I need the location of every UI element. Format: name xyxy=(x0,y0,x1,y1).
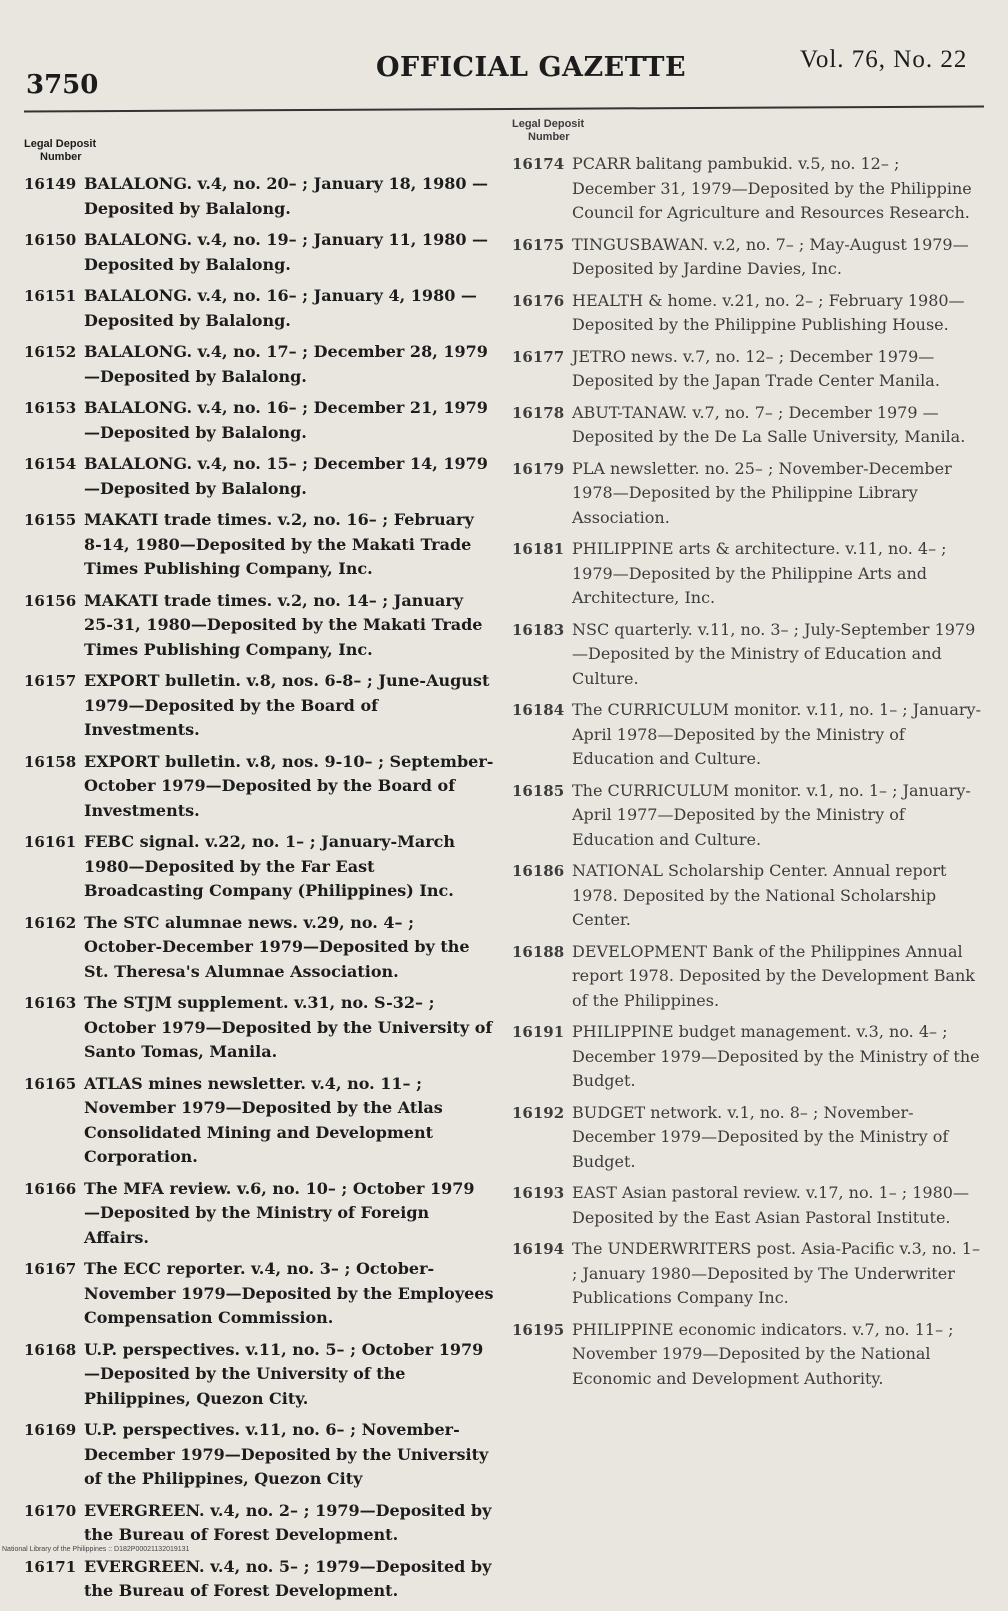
deposit-entry xyxy=(512,1181,982,1230)
volume-issue: Vol. 76, No. 22 xyxy=(800,46,968,73)
deposit-number: 16165 xyxy=(24,1074,77,1093)
deposit-entry xyxy=(512,289,982,338)
deposit-description: The STJM supplement. v.31, no. S-32– ; October 1979—Deposited by the University of Santo Tomas, Manila. xyxy=(84,993,493,1061)
deposit-description: EVERGREEN. v.4, no. 5– ; 1979—Deposited by the Bureau of Forest Development. xyxy=(84,1556,492,1600)
deposit-number: 16185 xyxy=(512,781,565,800)
deposit-number: 16188 xyxy=(512,942,565,961)
column-header xyxy=(24,138,494,164)
deposit-description: The MFA review. v.6, no. 10– ; October 1979 —Deposited by the Ministry of Foreign Affairs. xyxy=(84,1178,475,1247)
deposit-entry xyxy=(512,940,982,1014)
deposit-number: 16162 xyxy=(24,913,77,932)
deposit-entry xyxy=(512,859,982,933)
deposit-description: NSC quarterly. v.11, no. 3– ; July-September 1979—Deposited by the Ministry of Education and Culture. xyxy=(572,619,976,688)
deposit-number: 16195 xyxy=(512,1320,565,1339)
deposit-entry xyxy=(512,345,982,394)
deposit-number: 16192 xyxy=(512,1103,565,1122)
deposit-description: ATLAS mines newsletter. v.4, no. 11– ; November 1979—Deposited by the Atlas Consolidated Mining and Development Corporation. xyxy=(84,1073,443,1166)
deposit-number: 16178 xyxy=(512,403,565,422)
deposit-entry xyxy=(24,991,494,1065)
deposit-number: 16194 xyxy=(512,1240,565,1258)
column-header xyxy=(512,118,982,144)
deposit-entry xyxy=(24,340,494,389)
deposit-description: ABUT-TANAW. v.7, no. 7– ; December 1979 —Deposited by the De La Salle University, Manila. xyxy=(572,402,966,446)
deposit-entry xyxy=(24,1072,494,1170)
deposit-number: 16168 xyxy=(24,1340,77,1359)
deposit-number: 16155 xyxy=(24,511,77,529)
deposit-entry xyxy=(512,618,982,692)
deposit-number: 16186 xyxy=(512,862,565,880)
deposit-description: NATIONAL Scholarship Center. Annual report 1978. Deposited by the National Scholarship Center. xyxy=(572,861,947,929)
deposit-number: 16161 xyxy=(24,833,77,851)
deposit-entry xyxy=(24,1418,494,1492)
deposit-description: MAKATI trade times. v.2, no. 14– ; January 25-31, 1980—Deposited by the Makati Trade Times Publishing Company, Inc. xyxy=(84,590,483,659)
deposit-description: BALALONG. v.4, no. 16– ; January 4, 1980 —Deposited by Balalong. xyxy=(84,286,477,330)
page-number: 3750 xyxy=(26,70,99,100)
deposit-description: HEALTH & home. v.21, no. 2– ; February 1980—Deposited by the Philippine Publishing House. xyxy=(572,290,965,334)
deposit-entry xyxy=(24,1257,494,1331)
left-column xyxy=(24,138,494,1611)
deposit-entry xyxy=(24,1555,494,1604)
deposit-description: EXPORT bulletin. v.8, nos. 9-10– ; September-October 1979—Deposited by the Board of Investments. xyxy=(84,751,494,820)
deposit-number: 16156 xyxy=(24,591,77,610)
deposit-entry xyxy=(24,830,494,904)
deposit-number: 16166 xyxy=(24,1179,77,1198)
deposit-description: PHILIPPINE arts & architecture. v.11, no. 4– ; 1979—Deposited by the Philippine Arts and Architecture, Inc. xyxy=(572,539,947,607)
deposit-entry xyxy=(24,1499,494,1548)
deposit-entry xyxy=(512,1020,982,1094)
deposit-number: 16150 xyxy=(24,231,77,249)
deposit-description: PHILIPPINE economic indicators. v.7, no. 11– ; November 1979—Deposited by the National Economic and Development Authority. xyxy=(572,1319,954,1388)
deposit-entry xyxy=(24,228,494,277)
deposit-entry xyxy=(24,508,494,582)
column-header-line1: Legal Deposit xyxy=(512,118,585,130)
deposit-entry xyxy=(512,537,982,611)
deposit-description: BALALONG. v.4, no. 16– ; December 21, 1979—Deposited by Balalong. xyxy=(84,398,488,442)
footer-credit: National Library of the Philippines :: D182P00021132019131 xyxy=(2,1546,190,1553)
deposit-entry xyxy=(24,1177,494,1251)
deposit-number: 16183 xyxy=(512,620,565,639)
deposit-entry xyxy=(512,698,982,772)
deposit-description: U.P. perspectives. v.11, no. 5– ; October 1979—Deposited by the University of the Philippines, Quezon City. xyxy=(84,1339,484,1408)
deposit-description: The STC alumnae news. v.29, no. 4– ; October-December 1979—Deposited by the St. Theresa's Alumnae Association. xyxy=(84,912,470,981)
deposit-description: PCARR balitang pambukid. v.5, no. 12– ; December 31, 1979—Deposited by the Philippine Council for Agriculture and Resources Research. xyxy=(572,154,972,222)
deposit-description: EVERGREEN. v.4, no. 2– ; 1979—Deposited by the Bureau of Forest Development. xyxy=(84,1500,492,1544)
deposit-entry xyxy=(24,750,494,824)
deposit-number: 16154 xyxy=(24,455,77,473)
deposit-description: JETRO news. v.7, no. 12– ; December 1979—Deposited by the Japan Trade Center Manila. xyxy=(572,346,940,390)
deposit-description: BALALONG. v.4, no. 15– ; December 14, 1979—Deposited by Balalong. xyxy=(84,454,488,498)
deposit-description: BALALONG. v.4, no. 17– ; December 28, 1979—Deposited by Balalong. xyxy=(84,342,488,386)
right-column xyxy=(512,118,982,1398)
deposit-description: PLA newsletter. no. 25– ; November-December 1978—Deposited by the Philippine Library Association. xyxy=(572,458,952,527)
deposit-number: 16169 xyxy=(24,1421,77,1439)
deposit-entry xyxy=(512,1318,982,1392)
deposit-number: 16177 xyxy=(512,347,565,366)
deposit-description: The CURRICULUM monitor. v.11, no. 1– ; January-April 1978—Deposited by the Ministry of Education and Culture. xyxy=(572,700,981,768)
deposit-number: 16184 xyxy=(512,701,565,719)
deposit-description: DEVELOPMENT Bank of the Philippines Annual report 1978. Deposited by the Development Bank of the Philippines. xyxy=(572,941,975,1010)
deposit-description: TINGUSBAWAN. v.2, no. 7– ; May-August 1979—Deposited by Jardine Davies, Inc. xyxy=(572,234,969,278)
deposit-entry xyxy=(24,396,494,445)
deposit-entry xyxy=(512,152,982,226)
page-header xyxy=(0,0,1008,110)
deposit-entry xyxy=(512,401,982,450)
deposit-number: 16170 xyxy=(24,1501,77,1520)
deposit-entry xyxy=(512,233,982,282)
deposit-number: 16152 xyxy=(24,343,77,361)
deposit-number: 16153 xyxy=(24,399,77,417)
deposit-number: 16158 xyxy=(24,752,77,771)
deposit-entry xyxy=(24,284,494,333)
deposit-number: 16193 xyxy=(512,1184,565,1202)
deposit-description: The UNDERWRITERS post. Asia-Pacific v.3, no. 1– ; January 1980—Deposited by The Underwriter Publications Company Inc. xyxy=(572,1239,980,1307)
deposit-entry xyxy=(512,1101,982,1175)
deposit-number: 16181 xyxy=(512,540,565,558)
deposit-entry xyxy=(24,1338,494,1412)
deposit-description: PHILIPPINE budget management. v.3, no. 4– ; December 1979—Deposited by the Ministry of the Budget. xyxy=(572,1022,980,1090)
deposit-description: The ECC reporter. v.4, no. 3– ; October-November 1979—Deposited by the Employees Compensation Commission. xyxy=(84,1259,494,1327)
deposit-description: BALALONG. v.4, no. 20– ; January 18, 1980 —Deposited by Balalong. xyxy=(84,174,489,218)
column-header-line2: Number xyxy=(40,151,82,163)
deposit-number: 16191 xyxy=(512,1023,565,1041)
deposit-number: 16151 xyxy=(24,287,77,305)
deposit-description: FEBC signal. v.22, no. 1– ; January-March 1980—Deposited by the Far East Broadcasting Company (Philippines) Inc. xyxy=(84,832,455,900)
deposit-entry xyxy=(24,452,494,501)
deposit-number: 16167 xyxy=(24,1260,77,1278)
column-header-line2: Number xyxy=(528,131,570,143)
deposit-entry xyxy=(24,589,494,663)
deposit-description: BALALONG. v.4, no. 19– ; January 11, 1980 —Deposited by Balalong. xyxy=(84,230,489,274)
deposit-description: The CURRICULUM monitor. v.1, no. 1– ; January-April 1977—Deposited by the Ministry of Education and Culture. xyxy=(572,780,971,849)
deposit-entry xyxy=(24,669,494,743)
deposit-number: 16157 xyxy=(24,672,77,690)
deposit-description: BUDGET network. v.1, no. 8– ; November-December 1979—Deposited by the Ministry of Budget. xyxy=(572,1102,949,1171)
deposit-number: 16174 xyxy=(512,155,565,173)
deposit-number: 16149 xyxy=(24,175,77,193)
deposit-entry xyxy=(512,779,982,853)
publication-title: OFFICIAL GAZETTE xyxy=(376,52,687,83)
deposit-number: 16176 xyxy=(512,291,565,310)
deposit-number: 16171 xyxy=(24,1557,77,1576)
left-entry-list xyxy=(24,172,494,1604)
deposit-description: EXPORT bulletin. v.8, nos. 6-8– ; June-August 1979—Deposited by the Board of Investments. xyxy=(84,671,490,739)
right-entry-list xyxy=(512,152,982,1391)
deposit-description: MAKATI trade times. v.2, no. 16– ; February 8-14, 1980—Deposited by the Makati Trade Times Publishing Company, Inc. xyxy=(84,510,474,578)
deposit-description: EAST Asian pastoral review. v.17, no. 1– ; 1980—Deposited by the East Asian Pastoral Institute. xyxy=(572,1183,969,1227)
deposit-entry xyxy=(512,457,982,531)
column-header-line1: Legal Deposit xyxy=(24,138,97,150)
deposit-number: 16175 xyxy=(512,235,565,254)
deposit-number: 16179 xyxy=(512,459,565,478)
deposit-description: U.P. perspectives. v.11, no. 6– ; November-December 1979—Deposited by the University of the Philippines, Quezon City xyxy=(84,1420,489,1488)
deposit-entry xyxy=(24,172,494,221)
deposit-entry xyxy=(24,911,494,985)
deposit-number: 16163 xyxy=(24,994,77,1012)
deposit-entry xyxy=(512,1237,982,1311)
